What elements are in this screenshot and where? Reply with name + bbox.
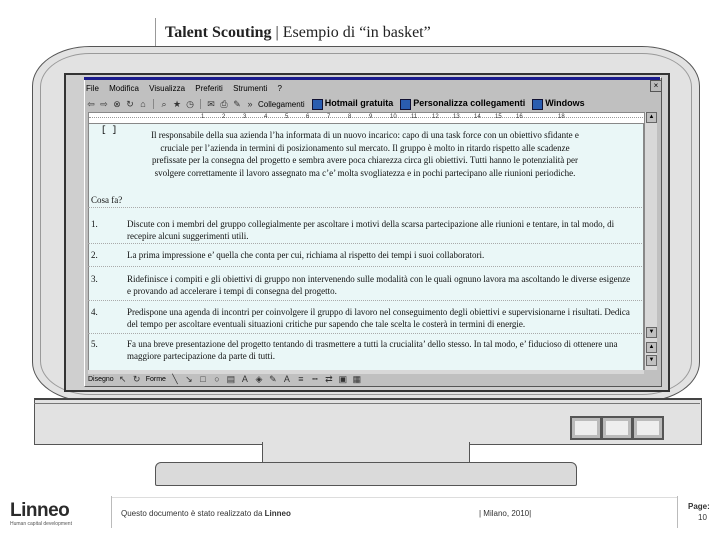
row-separator — [88, 266, 642, 267]
footer-divider — [111, 497, 678, 498]
ruler-number: 10 — [390, 114, 397, 120]
draw-menu[interactable]: Disegno — [88, 375, 114, 383]
favorites-icon[interactable]: ★ — [172, 99, 182, 109]
option-number: 2. — [91, 250, 98, 260]
link-page-icon — [532, 99, 543, 110]
link-hotmail[interactable] — [312, 98, 394, 109]
option-number: 4. — [91, 307, 98, 317]
drawing-toolbar — [88, 374, 648, 384]
history-icon[interactable]: ◷ — [186, 99, 194, 109]
option-number: 1. — [91, 219, 98, 229]
monitor-neck — [262, 442, 470, 463]
back-icon[interactable]: ⇦ — [87, 99, 95, 109]
stop-icon[interactable]: ⊗ — [113, 99, 121, 109]
scenario-text: Il responsabile della sua azienda l’ha informata di un nuovo incarico: capo di una task force con un obiettivo sfidante e cruciale per l’azienda in termini di posizionamento sul mercato. Il gruppo è molto in ritardo rispetto alle scadenze prefissate per la consegna del progetto e sembra avere poca chiarezza circa gli obiettivi. Tutti hanno le potenzialità per svolgere correttamente il lavoro assegnato ma c’e’ molta svogliatezza e in pochi partecipano alle riunioni periodiche. — [151, 130, 579, 178]
ruler-number: 11 — [411, 114, 418, 120]
link-windows[interactable] — [532, 98, 584, 109]
ruler-number: 14 — [474, 114, 481, 120]
rectangle-icon[interactable]: □ — [200, 374, 206, 384]
page-down-icon[interactable]: ▼ — [646, 355, 657, 366]
arrow-icon[interactable]: ↘ — [185, 374, 193, 384]
shadow-icon[interactable]: ▣ — [338, 374, 348, 384]
browser-toolbar — [86, 97, 585, 111]
page-number: 10 — [698, 513, 707, 522]
ruler-number: 8 — [348, 114, 352, 120]
footer-credit-brand: Linneo — [264, 509, 291, 518]
line-icon[interactable]: ╲ — [172, 374, 178, 384]
link-personalizza-label: Personalizza collegamenti — [413, 98, 526, 109]
refresh-icon[interactable]: ↻ — [126, 99, 134, 109]
page-up-icon[interactable]: ▲ — [646, 342, 657, 353]
links-label: Collegamenti — [258, 99, 305, 109]
menu-visualizza[interactable]: Visualizza — [149, 84, 186, 93]
menu-preferiti[interactable]: Preferiti — [195, 84, 223, 93]
shapes-menu[interactable]: Forme — [145, 375, 166, 383]
footer-place-date: | Milano, 2010| — [479, 509, 532, 518]
option-text: La prima impressione e’ quella che conta per cui, richiama al rispetto dei tempi i suoi collaboratori. — [127, 250, 485, 260]
close-icon[interactable]: × — [650, 80, 662, 92]
slide-title-rest: | Esempio di “in basket” — [275, 24, 431, 41]
option-text: Fa una breve presentazione del progetto tentando di trasmettere a tutti la crucialita’ dello stesso. In tal modo, e’ fiducioso di ottenere una maggiore partecipazione da parte di tutti. — [127, 339, 618, 361]
scroll-up-icon[interactable]: ▲ — [646, 112, 657, 123]
option-text: Predispone una agenda di incontri per coinvolgere il gruppo di lavoro nel conseguimento degli obiettivi e supervisionarne i risultati. Dedica del tempo per ascoltare eventuali situazioni critiche pur sapendo che tale scelta le costerà in termini di energie. — [127, 307, 630, 329]
dash-style-icon[interactable]: ┅ — [312, 374, 318, 384]
ruler-number: 7 — [327, 114, 331, 120]
wordart-icon[interactable]: A — [241, 374, 248, 384]
header-divider — [155, 18, 156, 48]
menu-modifica[interactable]: Modifica — [109, 84, 139, 93]
monitor-stand — [155, 462, 577, 486]
ruler-number: 13 — [453, 114, 460, 120]
ruler-number: 9 — [369, 114, 373, 120]
company-logo: Linneo — [10, 500, 70, 521]
forward-icon[interactable]: ⇨ — [100, 99, 108, 109]
ruler-number: 5 — [285, 114, 289, 120]
row-separator — [88, 333, 642, 334]
ruler-number: 18 — [558, 114, 565, 120]
monitor-base-line — [34, 403, 700, 404]
option-text: Ridefinisce i compiti e gli obiettivi di gruppo non intervenendo sulle modalità con le quali ognuno lavora ma ascoltando le diverse esigenze e provando ad accelerare i tempi di consegna del progetto. — [127, 274, 631, 296]
oval-icon[interactable]: ○ — [214, 374, 220, 384]
rotate-icon[interactable]: ↻ — [132, 374, 141, 384]
link-hotmail-label: Hotmail gratuita — [324, 98, 394, 109]
footer-credit-prefix: Questo documento è stato realizzato da — [121, 509, 263, 518]
ruler-numbers — [201, 114, 579, 120]
ruler-number: 2 — [222, 114, 226, 120]
mail-icon[interactable]: ✉ — [207, 99, 215, 109]
link-page-icon — [400, 99, 411, 110]
ruler-number: 4 — [264, 114, 268, 120]
edit-icon[interactable]: ✎ — [233, 99, 241, 109]
row-separator — [88, 207, 642, 208]
row-separator — [88, 300, 642, 301]
option-number: 5. — [91, 339, 98, 349]
more-chevron-icon[interactable]: » — [247, 99, 253, 109]
option-text: Discute con i membri del gruppo collegialmente per ascoltare i motivi della scarsa partecipazione alle riunioni e tentare, in tal modo, di recepire alcuni suggerimenti utili. — [127, 219, 615, 241]
menu-file[interactable]: File — [86, 84, 99, 93]
ruler-number: 16 — [516, 114, 523, 120]
textbox-icon[interactable]: ▤ — [226, 374, 236, 384]
vertical-scrollbar[interactable] — [644, 112, 657, 370]
window-title-bar — [84, 77, 660, 80]
page-label: Page: — [688, 502, 710, 511]
menu-bar — [86, 84, 290, 96]
print-icon[interactable]: ⎙ — [220, 99, 228, 109]
arrow-style-icon[interactable]: ⇄ — [325, 374, 333, 384]
ruler-number: 15 — [495, 114, 502, 120]
menu-strumenti[interactable]: Strumenti — [233, 84, 268, 93]
link-page-icon — [312, 99, 323, 110]
search-icon[interactable]: ⌕ — [161, 99, 167, 109]
slide-title — [165, 24, 431, 42]
monitor-button-2 — [601, 416, 633, 440]
footer-credit — [121, 509, 291, 518]
line-style-icon[interactable]: ≡ — [298, 374, 304, 384]
line-color-icon[interactable]: ✎ — [269, 374, 277, 384]
font-color-icon[interactable]: A — [283, 374, 290, 384]
scroll-down-icon[interactable]: ▼ — [646, 327, 657, 338]
ruler-number: 1 — [201, 114, 205, 120]
footer-divider-right — [677, 496, 678, 528]
ruler-number: 3 — [243, 114, 247, 120]
toolbar-separator — [200, 99, 201, 109]
logo-tagline: Human capital development — [10, 521, 72, 527]
link-windows-label: Windows — [545, 98, 585, 109]
monitor-button-1 — [570, 416, 602, 440]
ruler-number: 6 — [306, 114, 310, 120]
slide-title-bold: Talent Scouting — [165, 24, 272, 41]
fill-color-icon[interactable]: ◈ — [255, 374, 263, 384]
ruler-number: 12 — [432, 114, 439, 120]
text-cursor-icon: [ ] — [101, 125, 118, 135]
toolbar-separator — [153, 99, 154, 109]
row-separator — [88, 243, 642, 244]
option-number: 3. — [91, 274, 98, 284]
monitor-button-3 — [632, 416, 664, 440]
home-icon[interactable]: ⌂ — [140, 99, 146, 109]
menu-help[interactable]: ? — [277, 84, 282, 93]
select-arrow-icon[interactable]: ↖ — [118, 374, 127, 384]
question-text: Cosa fa? — [91, 195, 123, 205]
footer-divider-left — [111, 496, 112, 528]
link-personalizza[interactable] — [400, 98, 525, 109]
3d-icon[interactable]: ▦ — [352, 374, 362, 384]
